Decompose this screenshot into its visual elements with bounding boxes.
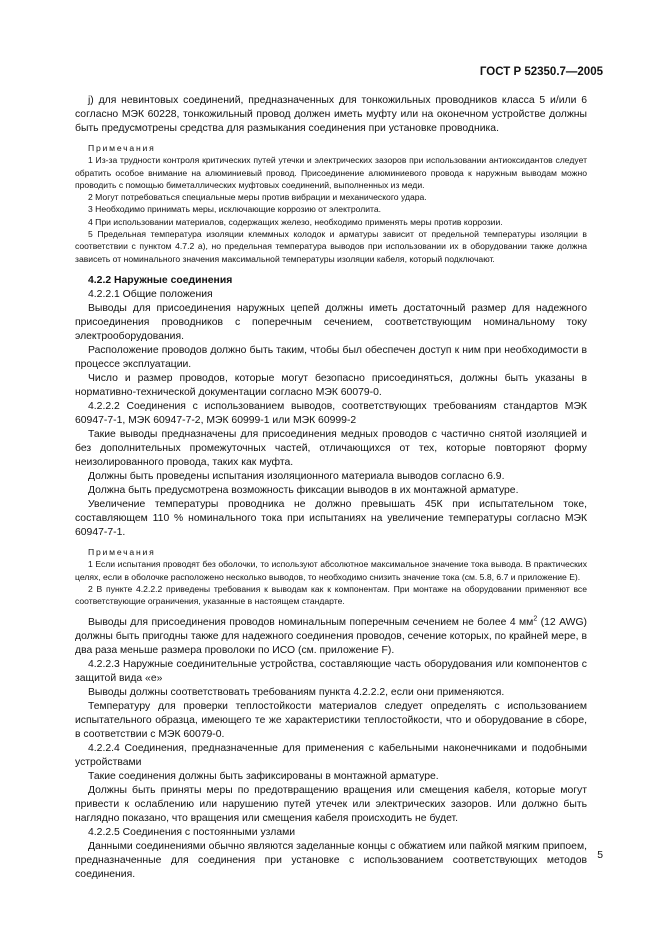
paragraph: Должны быть проведены испытания изоляционного материала выводов согласно 6.9. xyxy=(88,470,505,482)
paragraph-part: Выводы для присоединения проводов номинальным поперечным сечением не более 4 мм xyxy=(88,617,534,629)
paragraph: Выводы должны соответствовать требованиям пункта 4.2.2.2, если они применяются. xyxy=(88,687,505,699)
subsection-title: 4.2.2.5 Соединения с постоянными узлами xyxy=(88,827,296,839)
document-code: ГОСТ Р 52350.7—2005 xyxy=(479,66,603,78)
paragraph: Увеличение температуры проводника не должно превышать 45К при испытательном токе, составляющем 110 % номинального тока при испытаниях на увеличение температуры согласно МЭК 60947-7-1. xyxy=(75,498,587,538)
subsection-title: 4.2.2.3 Наружные соединительные устройства, составляющие часть оборудования или компонентов с защитой вида «е» xyxy=(75,659,587,685)
subsection-title: 4.2.2.2 Соединения с использованием выводов, соответствующих требованиям стандартов МЭК 60947-7-1, МЭК 60947-7-2, МЭК 60999-1 или МЭК 60999-2 xyxy=(75,400,587,426)
section-heading xyxy=(75,274,587,288)
paragraph: Должны быть приняты меры по предотвращению вращения или смещения кабеля, которые могут привести к ослаблению или нарушению путей утечек или электрических зазоров. Или должно быть наглядно показано, что вращения или смещения кабеля происходить не будет. xyxy=(75,785,587,825)
note-item: 5 Предельная температура изоляции клеммных колодок и арматуры зависит от предельной температуры изоляции в соответствии с пунктом 4.7.2 а), но предельная температура выводов при использовании их в оборудовании также должна зависеть от номинального значения максимальной температуры изоляции кабеля, который подключают. xyxy=(75,229,587,264)
page-number: 5 xyxy=(597,850,603,861)
paragraph-4mm xyxy=(75,616,587,658)
note-item: 1 Из-за трудности контроля критических путей утечки и электрических зазоров при использовании антиоксидантов следует обратить особое внимание на алюминиевый провод. Присоединение алюминиевого провода к наружным выводам можно проводить с помощью биметаллических муфтовых соединений, выполненных из меди. xyxy=(75,155,587,190)
note-item: 1 Если испытания проводят без оболочки, то используют абсолютное максимальное значение тока вывода. В практических целях, если в оболочке расположено несколько выводов, то необходимо снизить значение тока (см. 5.8, 6.7 и приложение Е). xyxy=(75,559,587,582)
note-item: 2 Могут потребоваться специальные меры против вибрации и механического удара. xyxy=(88,192,427,203)
note-item: 3 Необходимо принимать меры, исключающие коррозию от электролита. xyxy=(88,204,382,215)
page-content xyxy=(75,94,587,882)
paragraph: Такие соединения должны быть зафиксированы в монтажной арматуре. xyxy=(88,771,439,783)
superscript: 2 xyxy=(533,615,538,623)
item-j: j) для невинтовых соединений, предназначенных для тонкожильных проводников класса 5 и/или 6 согласно МЭК 60228, тонкожильный провод должен иметь муфту или на оконечном устройстве должны быть предусмотрены средства для размыкания соединения при установке проводника. xyxy=(75,95,587,134)
section-number: 4.2.2 xyxy=(88,274,112,286)
paragraph: Выводы для присоединения наружных цепей должны иметь достаточный размер для надежного присоединения проводников с поперечным сечением, соответствующим номинальному току электрооборудования. xyxy=(75,302,587,342)
note-item: 4 При использовании материалов, содержащих железо, необходимо применять меры против коррозии. xyxy=(88,216,503,227)
section-title: Наружные соединения xyxy=(114,274,233,286)
subsection-title: 4.2.2.1 Общие положения xyxy=(88,288,213,300)
paragraph: Данными соединениями обычно являются заделанные концы с обжатием или пайкой мягким припоем, предназначенные для соединения при установке с использованием соответствующих методов соединения. xyxy=(75,841,587,881)
paragraph-part: (12 AWG) должны быть пригодны также для надежного соединения проводов, сечение которых, по крайней мере, в два раза меньше размера проволоки по ИСО (см. приложение F). xyxy=(75,617,588,657)
note-item: 2 В пункте 4.2.2.2 приведены требования к выводам как к компонентам. При монтаже на оборудовании применяют все соответствующие ограничения, указанные в настоящем стандарте. xyxy=(75,583,587,607)
notes-heading: Примечания xyxy=(88,546,156,557)
notes-heading: Примечания xyxy=(88,143,156,153)
paragraph: Должна быть предусмотрена возможность фиксации выводов в их монтажной арматуре. xyxy=(88,484,519,496)
paragraph: Такие выводы предназначены для присоединения медных проводов с частично снятой изоляцией и без дополнительных промежуточных частей, отличающихся от тех, которые повторяют форму неизолированного провода, таких как муфта. xyxy=(75,428,587,468)
paragraph: Число и размер проводов, которые могут безопасно присоединяться, должны быть указаны в нормативно-технической документации согласно МЭК 60079-0. xyxy=(75,372,587,398)
subsection-title: 4.2.2.4 Соединения, предназначенные для применения с кабельными наконечниками и подобными устройствами xyxy=(75,743,587,769)
paragraph: Расположение проводов должно быть таким, чтобы был обеспечен доступ к ним при необходимости в процессе эксплуатации. xyxy=(75,344,587,370)
paragraph: Температуру для проверки теплостойкости материалов следует определять с использованием испытательного образца, имеющего те же характеристики теплостойкости, что и оборудование в сборе, в соответствии с МЭК 60079-0. xyxy=(75,701,587,741)
